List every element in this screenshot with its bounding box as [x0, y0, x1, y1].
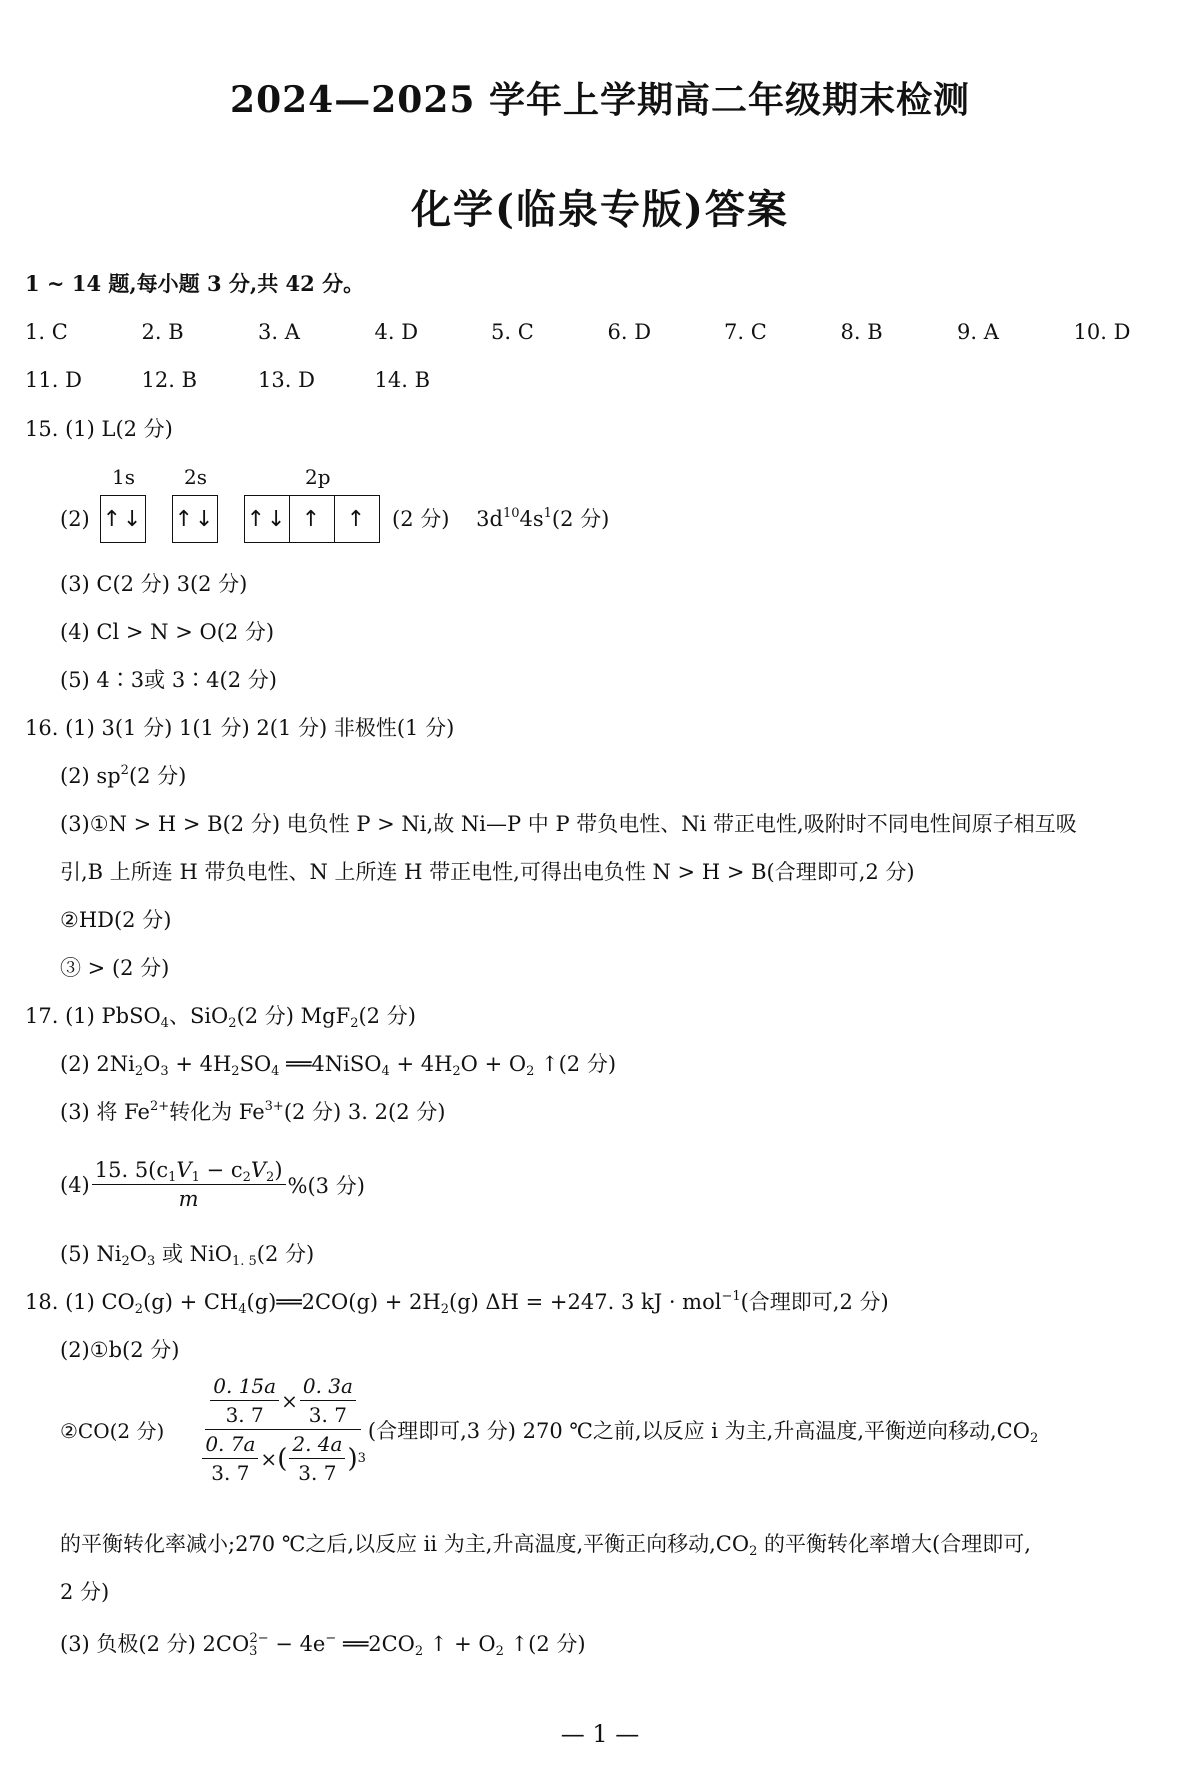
q16-part1: 16. (1) 3(1 分) 1(1 分) 2(1 分) 非极性(1 分)	[25, 716, 455, 740]
mcq-answer: 13. D	[258, 368, 315, 392]
q18-part2-2: ②CO(2 分) $\frac{0. 15a}{3. 7}$ × $\frac{0. 3a}{3. 7}$ $\frac{0. 7a}{3. 7}$ × ( $\frac{2. 4a}{3. 7}$ ) 3 (合理即可,3 分) 270 ℃之前,以反应 ⅰ 为主,升高温度,平衡逆向移动$,CO_2$	[60, 1374, 1039, 1485]
mcq-answer: 1. C	[25, 320, 68, 344]
mcq-answer: 5. C	[491, 320, 534, 344]
equilibrium-constant-expression: $\frac{0. 15a}{3. 7}$ × $\frac{0. 3a}{3. 7}$ $\frac{0. 7a}{3. 7}$ × ( $\frac{2. 4a}{3. 7}$ ) 3	[200, 1374, 366, 1485]
q18-part3: (3) 负极(2 分) $2CO_3^{2-} - 4e^-$ $══2CO_2$ ↑ + $O_2$ ↑(2 分)	[60, 1631, 586, 1659]
mcq-answer: 2. B	[141, 320, 184, 344]
q17-part4: (4) $\frac{15. 5(c_1V_1 - c_2V_2)}{m}$ %(3 分)	[60, 1158, 365, 1211]
orbital-box-2s	[172, 495, 218, 543]
q17-part2-equation: (2) $2Ni_2O_3 + 4H_2SO_4$ ══4NiSO$_4$ + $4H_2O + O_2$ ↑(2 分)	[60, 1052, 617, 1079]
q16-part3-line1: (3)①N > H > B(2 分) 电负性 P > Ni,故 Ni—P 中 P 带负电性、Ni 带正电性,吸附时不同电性间原子相互吸	[60, 812, 1077, 836]
q16-part2: (2) $sp^2(2$ 分)	[60, 763, 187, 788]
mcq-answer: 3. A	[258, 320, 300, 344]
orbital-label-1s: 1s	[112, 465, 135, 489]
q15-part1: 15. (1) L(2 分)	[25, 417, 173, 441]
q18-part1-equation: 18. (1) $CO_2(g)$ + $CH_4(g)══2CO(g) + 2H_2(g) \Delta H = +247$. 3 kJ · mol$^{-1}$(合理即可,2 分)	[25, 1289, 889, 1317]
q17-part3: (3) 将 $Fe^{2+}$转化为 $Fe^{3+}(2$ 分) 3. 2(2 分)	[60, 1099, 446, 1124]
mcq-answer: 9. A	[957, 320, 999, 344]
exam-title: 2024—2025 学年上学期高二年级期末检测	[230, 79, 970, 121]
q17-part1: 17. (1) PbSO$_4$、SiO$_2$(2 分) MgF$_2$(2 分)	[25, 1004, 416, 1031]
orbital-box-2p	[244, 495, 380, 543]
q17-fraction: $\frac{15. 5(c_1V_1 - c_2V_2)}{m}$	[92, 1158, 286, 1211]
orbital-cell: ↑	[334, 496, 379, 542]
orbital-label-2p: 2p	[305, 465, 331, 489]
q15-part2-label: (2)	[60, 507, 90, 531]
mcq-answer: 14. B	[374, 368, 431, 392]
answer-key-subtitle: 化学(临泉专版)答案	[411, 186, 789, 233]
q15-config-score: (2 分)	[551, 507, 610, 531]
mcq-answer: 4. D	[374, 320, 419, 344]
q15-part5: (5) 4∶3或 3∶4(2 分)	[60, 668, 277, 692]
page-number: — 1 —	[560, 1720, 640, 1748]
mcq-answer: 12. B	[141, 368, 198, 392]
orbital-label-2s: 2s	[184, 465, 207, 489]
q15-part4: (4) Cl > N > O(2 分)	[60, 620, 275, 644]
orbital-cell: ↑↓	[174, 506, 216, 532]
q16-part3-3: ③ > (2 分)	[60, 956, 170, 980]
orbital-cell: ↑↓	[102, 506, 144, 532]
mcq-answer: 7. C	[724, 320, 767, 344]
q16-part3-line2: 引,B 上所连 H 带负电性、N 上所连 H 带正电性,可得出电负性 N > H > B(合理即可,2 分)	[60, 860, 915, 884]
mcq-answer: 11. D	[25, 368, 82, 392]
q18-part2-line3: 2 分)	[60, 1580, 110, 1604]
mcq-answer: 8. B	[840, 320, 883, 344]
orbital-cell: ↑	[289, 496, 334, 542]
electron-config: $3d^{10}4s^1$	[476, 506, 552, 531]
orbital-cell: ↑↓	[246, 506, 288, 532]
mcq-intro: 1 ~ 14 题,每小题 3 分,共 42 分。	[25, 271, 365, 296]
q18-part2-1: (2)①b(2 分)	[60, 1338, 180, 1362]
q16-part3-2: ②HD(2 分)	[60, 908, 172, 932]
mcq-answer: 6. D	[607, 320, 652, 344]
mcq-answer: 10. D	[1073, 320, 1131, 344]
q17-part5: (5) $Ni_2O_3$ 或 NiO$_{1. 5}$(2 分)	[60, 1242, 315, 1269]
q18-part2-line2: 的平衡转化率减小;270 ℃之后,以反应 ⅱ 为主,升高温度,平衡正向移动$,CO_2$ 的平衡转化率增大(合理即可,	[60, 1532, 1031, 1559]
orbital-box-1s	[100, 495, 146, 543]
q15-part2-line	[392, 505, 609, 533]
q15-part2-score: (2 分)	[392, 507, 450, 531]
q15-part3: (3) C(2 分) 3(2 分)	[60, 572, 248, 596]
